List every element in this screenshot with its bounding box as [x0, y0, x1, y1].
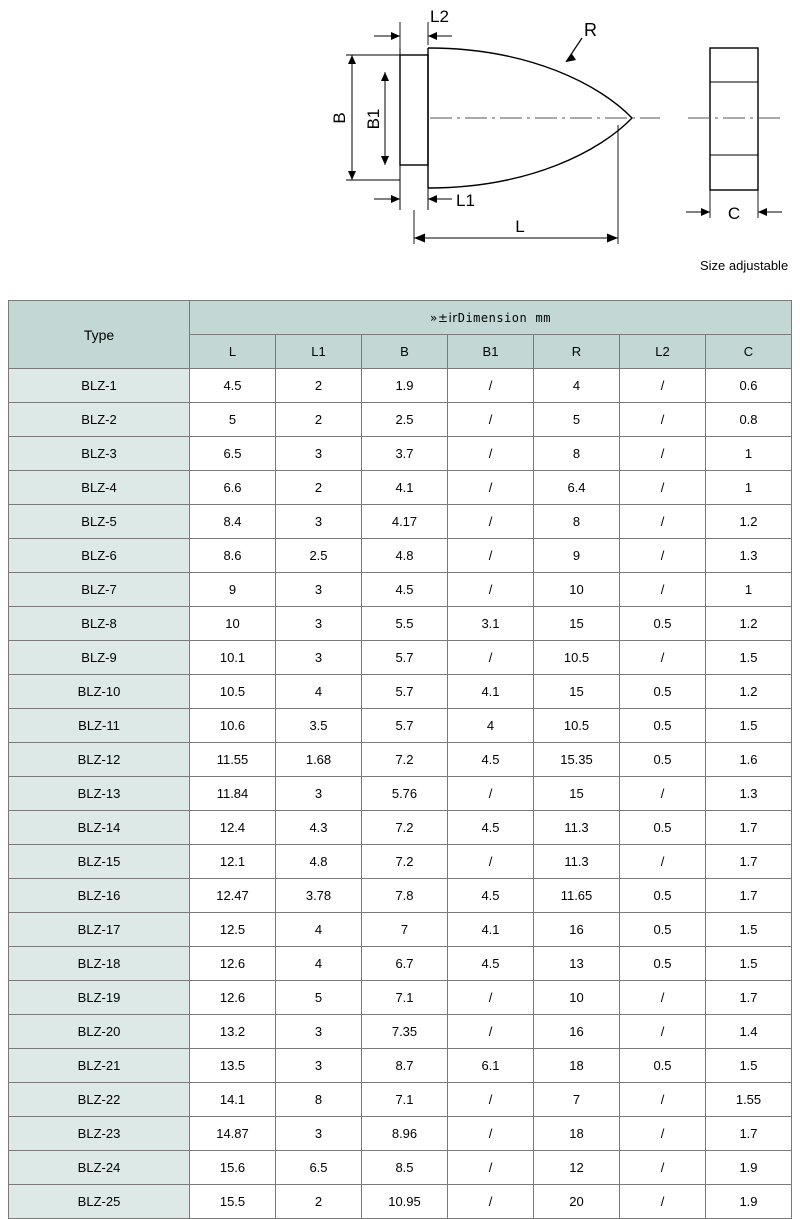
table-row	[9, 1185, 792, 1219]
cell-l2: /	[620, 777, 706, 811]
cell-type: BLZ-3	[9, 437, 190, 471]
cell-c: 1.6	[706, 743, 792, 777]
cell-l1: 2.5	[276, 539, 362, 573]
cell-type: BLZ-11	[9, 709, 190, 743]
cell-b1: 4.1	[448, 913, 534, 947]
cell-l2: 0.5	[620, 607, 706, 641]
cell-l2: /	[620, 505, 706, 539]
cell-b: 8.7	[362, 1049, 448, 1083]
cell-type: BLZ-25	[9, 1185, 190, 1219]
cell-c: 1.5	[706, 1049, 792, 1083]
column-header-c: C	[706, 335, 792, 369]
cell-l2: /	[620, 471, 706, 505]
cell-l2: 0.5	[620, 709, 706, 743]
cell-l1: 4.3	[276, 811, 362, 845]
cell-l: 15.5	[190, 1185, 276, 1219]
cell-b: 7.35	[362, 1015, 448, 1049]
cell-l2: 0.5	[620, 1049, 706, 1083]
cell-b: 4.17	[362, 505, 448, 539]
table-row	[9, 539, 792, 573]
cell-l2: 0.5	[620, 879, 706, 913]
cell-b: 4.8	[362, 539, 448, 573]
cell-r: 12	[534, 1151, 620, 1185]
cell-r: 10	[534, 981, 620, 1015]
table-row	[9, 811, 792, 845]
cell-r: 15	[534, 777, 620, 811]
blade-lower-edge	[428, 118, 632, 188]
cell-c: 1.7	[706, 811, 792, 845]
cell-r: 10.5	[534, 641, 620, 675]
cell-type: BLZ-20	[9, 1015, 190, 1049]
cell-l1: 3.5	[276, 709, 362, 743]
table-row	[9, 675, 792, 709]
cell-type: BLZ-22	[9, 1083, 190, 1117]
label-r: R	[584, 20, 597, 40]
cell-r: 11.3	[534, 845, 620, 879]
cell-l1: 1.68	[276, 743, 362, 777]
cell-l1: 3	[276, 505, 362, 539]
table-row	[9, 981, 792, 1015]
cell-b1: /	[448, 845, 534, 879]
cell-l1: 2	[276, 471, 362, 505]
header-dimension-en: Dimension	[457, 311, 528, 325]
cell-r: 18	[534, 1049, 620, 1083]
cell-b1: /	[448, 777, 534, 811]
cell-b: 7.1	[362, 981, 448, 1015]
cell-b1: /	[448, 1117, 534, 1151]
cell-c: 1	[706, 573, 792, 607]
cell-l1: 3	[276, 777, 362, 811]
cell-type: BLZ-7	[9, 573, 190, 607]
cell-r: 10	[534, 573, 620, 607]
header-type: Type	[9, 301, 190, 369]
cell-l1: 8	[276, 1083, 362, 1117]
cell-r: 18	[534, 1117, 620, 1151]
cell-r: 10.5	[534, 709, 620, 743]
cell-l2: 0.5	[620, 743, 706, 777]
cell-l: 12.4	[190, 811, 276, 845]
cell-type: BLZ-24	[9, 1151, 190, 1185]
cell-r: 15	[534, 675, 620, 709]
cell-b: 5.7	[362, 709, 448, 743]
cell-r: 16	[534, 1015, 620, 1049]
spec-table	[8, 300, 792, 1219]
cell-b: 7.8	[362, 879, 448, 913]
column-header-b1: B1	[448, 335, 534, 369]
side-view	[710, 48, 758, 190]
cell-r: 15.35	[534, 743, 620, 777]
cell-b: 8.96	[362, 1117, 448, 1151]
cell-l2: 0.5	[620, 811, 706, 845]
cell-l: 9	[190, 573, 276, 607]
cell-b1: 4.5	[448, 879, 534, 913]
cell-l1: 3	[276, 1117, 362, 1151]
spec-table-wrap	[0, 300, 800, 1219]
cell-b: 5.5	[362, 607, 448, 641]
cell-l: 11.84	[190, 777, 276, 811]
cell-l: 4.5	[190, 369, 276, 403]
cell-l: 10.1	[190, 641, 276, 675]
cell-type: BLZ-8	[9, 607, 190, 641]
cell-b1: /	[448, 641, 534, 675]
cell-l1: 3	[276, 437, 362, 471]
column-header-r: R	[534, 335, 620, 369]
cell-b: 5.7	[362, 641, 448, 675]
cell-l: 5	[190, 403, 276, 437]
cell-l: 15.6	[190, 1151, 276, 1185]
cell-type: BLZ-5	[9, 505, 190, 539]
cell-l2: /	[620, 641, 706, 675]
cell-type: BLZ-4	[9, 471, 190, 505]
cell-b1: /	[448, 1185, 534, 1219]
dimension-l1	[374, 195, 452, 203]
table-row	[9, 845, 792, 879]
cell-l: 13.2	[190, 1015, 276, 1049]
cell-c: 1.7	[706, 981, 792, 1015]
cell-l1: 4.8	[276, 845, 362, 879]
cell-b1: /	[448, 573, 534, 607]
label-b: B	[330, 112, 349, 124]
cell-type: BLZ-1	[9, 369, 190, 403]
table-row	[9, 505, 792, 539]
cell-c: 1.2	[706, 607, 792, 641]
cell-l1: 3	[276, 573, 362, 607]
cell-b: 7	[362, 913, 448, 947]
cell-b1: 4	[448, 709, 534, 743]
column-header-b: B	[362, 335, 448, 369]
cell-r: 7	[534, 1083, 620, 1117]
label-l: L	[515, 217, 525, 236]
drawing-svg	[0, 0, 800, 300]
cell-l: 6.5	[190, 437, 276, 471]
cell-l2: 0.5	[620, 947, 706, 981]
cell-b1: 4.5	[448, 811, 534, 845]
table-row	[9, 641, 792, 675]
cell-l: 10.5	[190, 675, 276, 709]
cell-l1: 5	[276, 981, 362, 1015]
cell-c: 1.5	[706, 709, 792, 743]
cell-l2: /	[620, 1151, 706, 1185]
cell-c: 1.9	[706, 1151, 792, 1185]
cell-c: 1.55	[706, 1083, 792, 1117]
cell-type: BLZ-15	[9, 845, 190, 879]
cell-b1: 4.1	[448, 675, 534, 709]
cell-b: 5.7	[362, 675, 448, 709]
cell-r: 11.3	[534, 811, 620, 845]
table-row	[9, 471, 792, 505]
table-row	[9, 879, 792, 913]
cell-type: BLZ-2	[9, 403, 190, 437]
cell-l1: 3	[276, 641, 362, 675]
header-dimension-unit: mm	[535, 311, 551, 325]
cell-l: 14.87	[190, 1117, 276, 1151]
cell-b: 2.5	[362, 403, 448, 437]
label-b1: B1	[364, 108, 383, 130]
cell-l1: 6.5	[276, 1151, 362, 1185]
table-row	[9, 709, 792, 743]
cell-type: BLZ-12	[9, 743, 190, 777]
cell-c: 1.3	[706, 777, 792, 811]
cell-l1: 4	[276, 947, 362, 981]
cell-l2: /	[620, 845, 706, 879]
table-row	[9, 1049, 792, 1083]
dimension-r	[566, 38, 582, 62]
cell-r: 5	[534, 403, 620, 437]
size-adjustable-note: Size adjustable	[700, 258, 789, 273]
cell-c: 0.6	[706, 369, 792, 403]
cell-c: 1	[706, 437, 792, 471]
cell-type: BLZ-10	[9, 675, 190, 709]
cell-l: 13.5	[190, 1049, 276, 1083]
label-l1: L1	[456, 191, 475, 210]
cell-r: 16	[534, 913, 620, 947]
cell-l2: /	[620, 1015, 706, 1049]
cell-b1: /	[448, 539, 534, 573]
cell-b: 4.5	[362, 573, 448, 607]
cell-c: 1.2	[706, 675, 792, 709]
cell-c: 1.7	[706, 845, 792, 879]
cell-b1: /	[448, 437, 534, 471]
cell-b1: 4.5	[448, 947, 534, 981]
cell-l1: 4	[276, 913, 362, 947]
cell-l: 11.55	[190, 743, 276, 777]
table-row	[9, 607, 792, 641]
cell-l1: 4	[276, 675, 362, 709]
cell-b: 3.7	[362, 437, 448, 471]
cell-l: 12.47	[190, 879, 276, 913]
cell-b: 1.9	[362, 369, 448, 403]
cell-l: 12.5	[190, 913, 276, 947]
cell-c: 1.4	[706, 1015, 792, 1049]
cell-l: 6.6	[190, 471, 276, 505]
cell-l: 10	[190, 607, 276, 641]
cell-type: BLZ-18	[9, 947, 190, 981]
cell-b: 7.2	[362, 811, 448, 845]
cell-c: 0.8	[706, 403, 792, 437]
cell-b1: 3.1	[448, 607, 534, 641]
cell-l2: 0.5	[620, 913, 706, 947]
cell-c: 1.5	[706, 947, 792, 981]
table-row	[9, 947, 792, 981]
table-row	[9, 913, 792, 947]
cell-type: BLZ-16	[9, 879, 190, 913]
cell-r: 8	[534, 505, 620, 539]
cell-r: 15	[534, 607, 620, 641]
cell-b1: /	[448, 1083, 534, 1117]
cell-r: 4	[534, 369, 620, 403]
header-dimension-cjk: »±ir	[430, 311, 458, 325]
cell-l: 8.4	[190, 505, 276, 539]
table-row	[9, 1083, 792, 1117]
cell-b1: /	[448, 369, 534, 403]
cell-l1: 3	[276, 1049, 362, 1083]
table-row	[9, 437, 792, 471]
cell-r: 8	[534, 437, 620, 471]
cell-l2: /	[620, 369, 706, 403]
cell-b: 8.5	[362, 1151, 448, 1185]
header-dimension	[190, 301, 792, 335]
spec-table-body	[9, 369, 792, 1219]
cell-b: 7.2	[362, 743, 448, 777]
cell-l1: 3	[276, 1015, 362, 1049]
cell-type: BLZ-9	[9, 641, 190, 675]
cell-r: 9	[534, 539, 620, 573]
cell-r: 13	[534, 947, 620, 981]
cell-l1: 3	[276, 607, 362, 641]
label-c: C	[727, 204, 741, 223]
table-row	[9, 369, 792, 403]
cell-b1: /	[448, 471, 534, 505]
cell-b1: 4.5	[448, 743, 534, 777]
table-row	[9, 777, 792, 811]
cell-l: 8.6	[190, 539, 276, 573]
table-row	[9, 743, 792, 777]
cell-r: 11.65	[534, 879, 620, 913]
cell-c: 1.5	[706, 641, 792, 675]
cell-type: BLZ-19	[9, 981, 190, 1015]
cell-b: 7.2	[362, 845, 448, 879]
cell-type: BLZ-17	[9, 913, 190, 947]
cell-l: 10.6	[190, 709, 276, 743]
cell-b: 10.95	[362, 1185, 448, 1219]
cell-c: 1.5	[706, 913, 792, 947]
cell-b: 7.1	[362, 1083, 448, 1117]
cell-b1: 6.1	[448, 1049, 534, 1083]
column-header-l2: L2	[620, 335, 706, 369]
table-row	[9, 1015, 792, 1049]
spec-table-head	[9, 301, 792, 369]
cell-l2: /	[620, 1185, 706, 1219]
cell-b1: /	[448, 505, 534, 539]
cell-l2: /	[620, 539, 706, 573]
blade-upper-edge	[428, 48, 632, 118]
cell-b1: /	[448, 1151, 534, 1185]
cell-l2: /	[620, 573, 706, 607]
cell-l1: 2	[276, 403, 362, 437]
label-l2: L2	[430, 7, 449, 26]
table-row	[9, 1151, 792, 1185]
cell-l2: /	[620, 1083, 706, 1117]
cell-b1: /	[448, 1015, 534, 1049]
cell-b: 5.76	[362, 777, 448, 811]
cell-l2: /	[620, 403, 706, 437]
cell-c: 1.2	[706, 505, 792, 539]
cell-r: 6.4	[534, 471, 620, 505]
cell-type: BLZ-21	[9, 1049, 190, 1083]
cell-l2: /	[620, 1117, 706, 1151]
cell-c: 1.3	[706, 539, 792, 573]
shank-block	[400, 55, 428, 165]
cell-b1: /	[448, 403, 534, 437]
table-row	[9, 403, 792, 437]
table-row	[9, 573, 792, 607]
cell-type: BLZ-23	[9, 1117, 190, 1151]
cell-l2: /	[620, 981, 706, 1015]
dimension-l2	[374, 22, 452, 50]
cell-l: 14.1	[190, 1083, 276, 1117]
cell-l: 12.6	[190, 947, 276, 981]
cell-l1: 2	[276, 369, 362, 403]
cell-c: 1.7	[706, 879, 792, 913]
cell-l2: /	[620, 437, 706, 471]
cell-type: BLZ-14	[9, 811, 190, 845]
technical-drawing	[0, 0, 800, 300]
cell-r: 20	[534, 1185, 620, 1219]
cell-type: BLZ-13	[9, 777, 190, 811]
cell-b: 6.7	[362, 947, 448, 981]
cell-l: 12.6	[190, 981, 276, 1015]
cell-c: 1.7	[706, 1117, 792, 1151]
cell-b: 4.1	[362, 471, 448, 505]
cell-l1: 3.78	[276, 879, 362, 913]
column-header-l: L	[190, 335, 276, 369]
cell-l: 12.1	[190, 845, 276, 879]
cell-c: 1.9	[706, 1185, 792, 1219]
cell-b1: /	[448, 981, 534, 1015]
cell-type: BLZ-6	[9, 539, 190, 573]
cell-c: 1	[706, 471, 792, 505]
cell-l2: 0.5	[620, 675, 706, 709]
cell-l1: 2	[276, 1185, 362, 1219]
header-row-1	[9, 301, 792, 335]
column-header-l1: L1	[276, 335, 362, 369]
table-row	[9, 1117, 792, 1151]
